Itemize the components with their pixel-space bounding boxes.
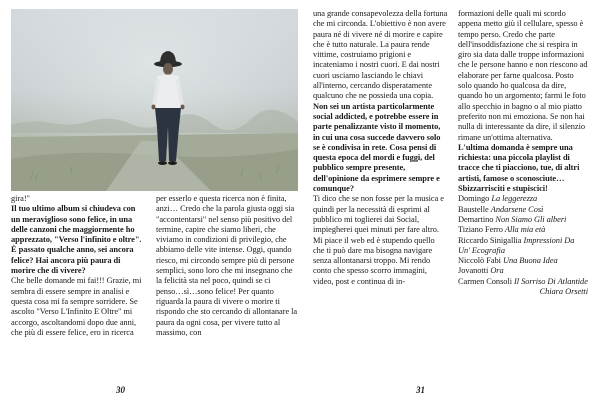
- page-number-left: 30: [116, 385, 125, 395]
- playlist-title: Una Buona Idea: [502, 256, 558, 266]
- playlist-artist: Jovanotti: [458, 266, 491, 276]
- playlist-item: [458, 256, 588, 266]
- playlist-item: [458, 277, 588, 287]
- playlist-title: Andarsene Così: [490, 204, 544, 214]
- page-number-right: 31: [416, 385, 425, 395]
- playlist-item: [458, 194, 588, 204]
- playlist-title: Il Sorriso Di Atlantide: [514, 276, 588, 286]
- question-playlist: L'ultima domanda è sempre una richiesta: una piccola playlist di tracce che ti piacciono, tue, di altri artisti, famose o sconosciute… Sbizzarrisciti e stupiscici!: [458, 142, 580, 194]
- answer-happiness-continued: per esserlo e questa ricerca non è finita, anzi… Credo che la parola giusta oggi sia "accontentarsi" nel senso più positivo del termine, capire che siamo liberi, che viviamo in condizioni di privilegio, che abbiamo delle vite intense. Oggi, quando riesco, mi circondo sempre più di persone semplici, sono loro che mi insegnano che la felicità sta nel poco, quindi se ci penso…sì…sono felice! Per quanto riguarda la paura di vivere o morire ti rispondo che sto cercando di allontanare la paura da ogni cosa, per vivere tutto al massimo, con: [156, 194, 298, 337]
- playlist-item: [458, 236, 588, 257]
- left-page-column-1: [11, 194, 146, 380]
- question-happiness: Il tuo ultimo album si chiudeva con un meraviglioso sono felice, in una delle canzoni che maggiormente ho apprezzato, "Verso l'infinito e oltre". È passato qualche anno, sei ancora felice? Hai ancora più paura di morire che di vivere?: [11, 204, 142, 276]
- playlist-title: Alla mia età: [504, 225, 546, 235]
- answer-social-continued: formazioni delle quali mi scordo appena metto giù il cellulare, spesso è tempo perso. Credo che parte dell'insoddisfazione che si respira in giro sia data dalle troppe informazioni che le persone hanno e non riescono ad elaborare per farne qualcosa. Posto solo quando ho qualcosa da dire, quando ho un argomento; farmi le foto allo specchio in bagno o al mio piatto preferito non mi emoziona. Se non hai nulla di interessante da dire, il silenzio rimane un'ottima alternativa.: [458, 9, 588, 142]
- playlist-item: [458, 215, 588, 225]
- question-intro: gira!": [11, 194, 30, 203]
- left-page-column-2: [156, 194, 298, 380]
- playlist-title: Ora: [490, 266, 504, 276]
- playlist-artist: Carmen Consoli: [458, 276, 515, 286]
- answer-social: Ti dico che se non fosse per la musica e quindi per la necessità di esprimi al pubblico mi toglierei dai Social, impiegherei quei minuti per fare altro. Mi piace il web ed è stupendo quello che ti può dare ma bisogna navigare senza allontanarsi troppo. Mi rendo conto che spesso scorro immagini, video, post e continua di in-: [313, 194, 444, 286]
- playlist-title: Impressioni Da Un' Ecografia: [458, 235, 575, 255]
- right-page-column-2: [458, 9, 588, 380]
- answer-fear: una grande consapevolezza della fortuna che mi circonda. L'obiettivo è non avere paura né di vivere né di morire e capire che è tutto naturale. La paura rende vittime, costruiamo prigioni e incateniamo i nostri cuori. E dai nostri cuori usciamo lasciando le chiavi all'interno, cercando disperatamente qualcuno che ne possieda una copia.: [313, 9, 448, 101]
- playlist-item: [458, 205, 588, 215]
- author-signature: Chiara Orsetti: [539, 287, 588, 297]
- playlist-artist: Tiziano Ferro: [458, 225, 505, 235]
- playlist-artist: Baustelle: [458, 204, 491, 214]
- playlist-item: [458, 266, 588, 276]
- right-page-column-1: [313, 9, 448, 380]
- playlist-item: [458, 225, 588, 235]
- answer-happiness: Che belle domande mi fai!!! Grazie, mi sembra di essere sempre in analisi e questa cosa mi fa sempre sorridere. Se ascolto "Verso L'Infinito E Oltre" mi accorgo, ascoltandomi dopo due anni, che più di essere felice, ero in ricerca: [11, 276, 142, 337]
- playlist-artist: Demartino: [458, 214, 496, 224]
- playlist-artist: Riccardo Sinigallia: [458, 235, 524, 245]
- playlist-artist: Niccolò Fabi: [458, 256, 503, 266]
- playlist-title: La leggerezza: [491, 194, 538, 204]
- question-social: Non sei un artista particolarmente social addicted, e potrebbe essere in parte penalizzante visto il momento, in cui una cosa succede davvero solo se è condivisa in rete. Cosa pensi di questa epoca del mordi e fuggi, del pubblico sempre presente, dell'opinione da esprimere sempre e comunque?: [313, 101, 441, 194]
- photo-man-walking-in-fog: [11, 9, 298, 191]
- playlist: [458, 194, 588, 287]
- playlist-artist: Domingo: [458, 194, 492, 204]
- playlist-title: Non Siamo Gli alberi: [495, 214, 567, 224]
- photo-scene: [11, 9, 298, 191]
